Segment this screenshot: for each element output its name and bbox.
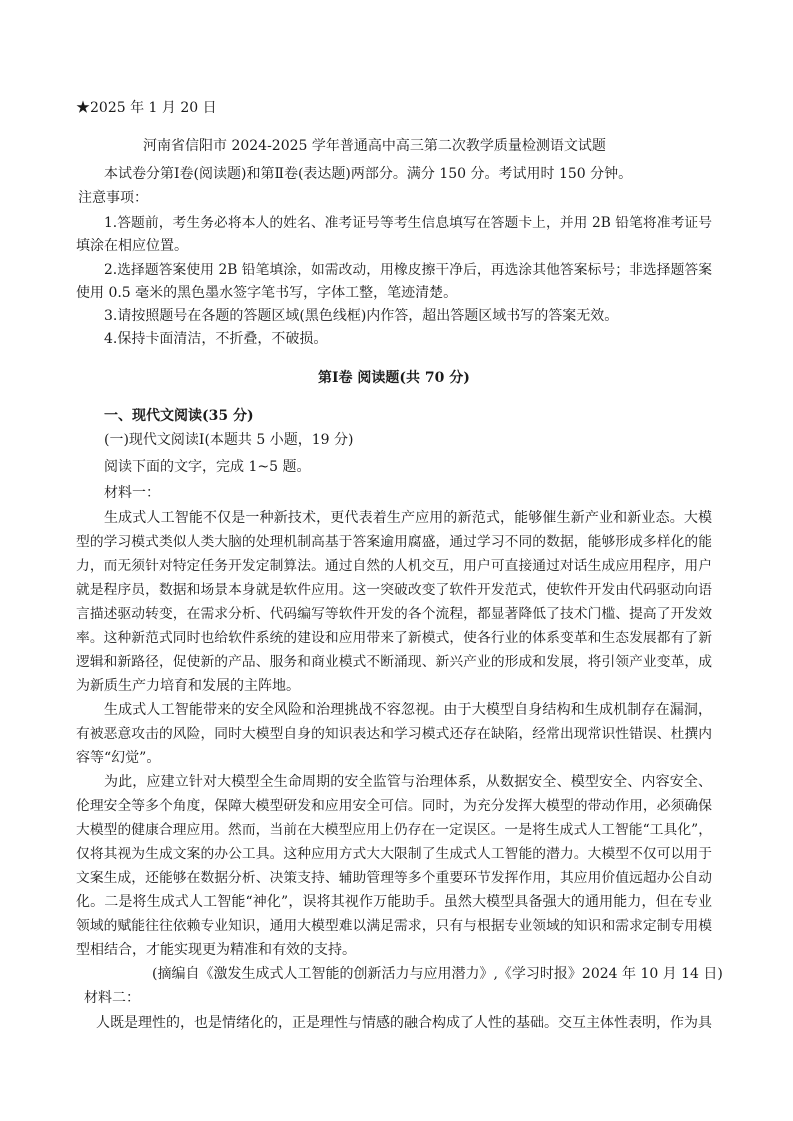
paragraph-1-line: 型的学习模式类似人类大脑的处理机制高基于答案逾用腐盛，通过学习不同的数据，能够形成多样化的能 (76, 534, 712, 550)
note-1-line-2: 填涂在相应位置。 (76, 238, 188, 254)
paragraph-2-line: 有被恶意攻击的风险，同时大模型自身的知识表达和学习模式还存在缺陷，经常出现常识性错误、杜撰内 (76, 726, 712, 742)
paragraph-2-line: 生成式人工智能带来的安全风险和治理挑战不容忽视。由于大模型自身结构和生成机制存在漏洞， (104, 702, 712, 718)
material-1-label: 材料一： (104, 485, 160, 501)
paragraph-1-line: 就是程序员，数据和场景本身就是软件应用。这一突破改变了软件开发范式，使软件开发由代码驱动向语 (76, 582, 712, 598)
subpart-heading: (一)现代文阅读Ⅰ(本题共 5 小题，19 分) (104, 432, 354, 448)
paragraph-1-line: 生成式人工智能不仅是一种新技术，更代表着生产应用的新范式，能够催生新产业和新业态。大模 (104, 510, 712, 526)
notes-label: 注意事项： (78, 190, 148, 206)
note-2-line-1: 2.选择题答案使用 2B 铅笔填涂，如需改动，用橡皮擦干净后，再选涂其他答案标号；非选择题答案 (104, 262, 712, 278)
paragraph-1-line: 率。这种新范式同时也给软件系统的建设和应用带来了新模式，使各行业的体系变革和生态发展都有了新 (76, 630, 712, 646)
paragraph-4-line: 人既是理性的，也是情绪化的，正是理性与情感的融合构成了人性的基础。交互主体性表明，作为具 (96, 1015, 712, 1031)
paragraph-3-line: 领域的赋能往往依赖专业知识，通用大模型难以满足需求，只有与根据专业领域的知识和需求定制专用模 (76, 918, 712, 934)
paragraph-3-line: 型相结合，才能实现更为精准和有效的支持。 (76, 942, 356, 958)
paragraph-1-line: 言描述驱动转变，在需求分析、代码编写等软件开发的各个流程，都显著降低了技术门槛、提高了开发效 (76, 606, 712, 622)
note-2-line-2: 使用 0.5 毫米的黑色墨水签字笔书写，字体工整，笔迹清楚。 (76, 285, 458, 301)
note-3: 3.请按照题号在各题的答题区域(黑色线框)内作答，超出答题区域书写的答案无效。 (104, 308, 619, 324)
paragraph-2-line: 容等“幻觉”。 (76, 750, 161, 766)
paragraph-3-line: 大模型的健康合理应用。然而，当前在大模型应用上仍存在一定误区。一是将生成式人工智能“工具化”， (76, 822, 712, 838)
paragraph-3-line: 文案生成，还能够在数据分析、决策支持、辅助管理等多个重要环节发挥作用，其应用价值远超办公自动 (76, 870, 712, 886)
paragraph-1-line: 力，而无须针对特定任务开发定制算法。通过自然的人机交互，用户可直接通过对话生成应用程序，用户 (76, 558, 712, 574)
paragraph-1-line: 为新质生产力培育和发展的主阵地。 (76, 678, 300, 694)
exam-date: ★2025 年 1 月 20 日 (76, 100, 217, 116)
section-heading: 第Ⅰ卷 阅读题(共 70 分) (318, 370, 470, 386)
structure-note: 本试卷分第Ⅰ卷(阅读题)和第Ⅱ卷(表达题)两部分。满分 150 分。考试用时 150 分钟。 (104, 166, 633, 182)
paragraph-3-line: 化。二是将生成式人工智能“神化”，误将其视作万能助手。虽然大模型具备强大的通用能力，但在专业 (76, 894, 712, 910)
paragraph-3-line: 仅将其视为生成文案的办公工具。这种应用方式大大限制了生成式人工智能的潜力。大模型不仅可以用于 (76, 846, 712, 862)
note-4: 4.保持卡面清洁，不折叠，不破损。 (104, 331, 328, 347)
note-1-line-1: 1.答题前，考生务必将本人的姓名、准考证号等考生信息填写在答题卡上，并用 2B 铅笔将准考证号 (104, 215, 712, 231)
material-2-label: 材料二： (84, 990, 140, 1006)
part-heading: 一、现代文阅读(35 分) (104, 408, 254, 424)
exam-title: 河南省信阳市 2024-2025 学年普通高中高三第二次教学质量检测语文试题 (143, 138, 606, 154)
paragraph-3-line: 伦理安全等多个角度，保障大模型研发和应用安全可信。同时，为充分发挥大模型的带动作用，必须确保 (76, 798, 712, 814)
source-citation: (摘编自《激发生成式人工智能的创新活力与应用潜力》,《学习时报》2024 年 10 月 14 日) (152, 966, 723, 982)
paragraph-3-line: 为此，应建立针对大模型全生命周期的安全监管与治理体系，从数据安全、模型安全、内容安全、 (104, 774, 712, 790)
paragraph-1-line: 逻辑和新路径，促使新的产品、服务和商业模式不断涌现、新兴产业的形成和发展，将引领产业变革，成 (76, 654, 712, 670)
reading-instruction: 阅读下面的文字，完成 1~5 题。 (104, 459, 311, 475)
